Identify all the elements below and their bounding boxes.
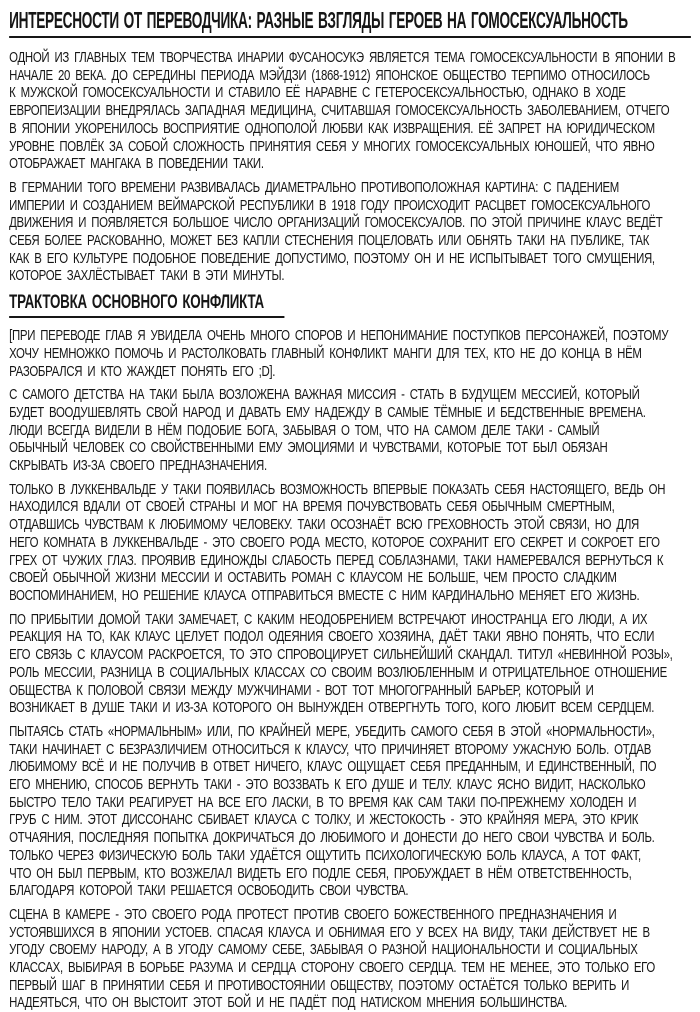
page-title: ИНТЕРЕСНОСТИ ОТ ПЕРЕВОДЧИКА: РАЗНЫЕ ВЗГЛЯДЫ ГЕРОЕВ НА ГОМОСЕКСУАЛЬНОСТЬ xyxy=(9,7,628,33)
text-line: РОЛЬ МЕССИИ, РАЗНИЦА В СОЦИАЛЬНЫХ КЛАССАХ СО СВОИМ ВОЗЛЮБЛЕННЫМ И ОТРИЦАТЕЛЬНОЕ ОТНОШЕНИЕ xyxy=(9,663,667,681)
text-line: КЛАССАХ, ВЫБИРАЯ В БОРЬБЕ РАЗУМА И СЕРДЦА СТОРОНУ СВОЕГО СЕРДЦА. ТЕМ НЕ МЕНЕЕ, ЭТО ТОЛЬКО ЕГО xyxy=(9,959,655,977)
text-line: ИМПЕРИИ И СОЗДАНИЕМ ВЕЙМАРСКОЙ РЕСПУБЛИКИ В 1918 ГОДУ ПРОИСХОДИТ РАСЦВЕТ ГОМОСЕКСУАЛЬНОГО xyxy=(9,196,651,214)
text-line: ВОСПОМИНАНИЕМ, НО РЕШЕНИЕ КЛАУСА ОТПРАВИТЬСЯ ВМЕСТЕ С НИМ КАРДИНАЛЬНО МЕНЯЕТ ЕГО ЖИЗНЬ. xyxy=(9,586,640,604)
section-heading xyxy=(9,291,691,318)
text-line: ТОЛЬКО В ЛУККЕНВАЛЬДЕ У ТАКИ ПОЯВИЛАСЬ ВОЗМОЖНОСТЬ ВПЕРВЫЕ ПОКАЗАТЬ СЕБЯ НАСТОЯЩЕГО, ВЕДЬ ОН xyxy=(9,480,666,498)
text-line: В ГЕРМАНИИ ТОГО ВРЕМЕНИ РАЗВИВАЛАСЬ ДИАМЕТРАЛЬНО ПРОТИВОПОЛОЖНАЯ КАРТИНА: С ПАДЕНИЕМ xyxy=(9,178,619,196)
text-line: [ПРИ ПЕРЕВОДЕ ГЛАВ Я УВИДЕЛА ОЧЕНЬ МНОГО СПОРОВ И НЕПОНИМАНИЕ ПОСТУПКОВ ПЕРСОНАЖЕЙ, ПОЭТОМУ xyxy=(9,327,669,345)
text-line: УРОВНЕ ПОВЛЁК ЗА СОБОЙ СЛОЖНОСТЬ ПРИНЯТИЯ СЕБЯ У МНОГИХ ГОМОСЕКСУАЛЬНЫХ ЮНОШЕЙ, ЧТО ЯВНО xyxy=(9,137,655,155)
text-line: КОТОРОЕ ЗАХЛЁСТЫВАЕТ ТАКИ В ЭТИ МИНУТЫ. xyxy=(9,267,285,285)
text-line: В ЯПОНИИ УКОРЕНИЛОСЬ ВОСПРИЯТИЕ ОДНОПОЛОЙ ЛЮБВИ КАК ИЗВРАЩЕНИЯ. ЕЁ ЗАПРЕТ НА ЮРИДИЧЕСКОМ xyxy=(9,119,655,137)
paragraph xyxy=(9,386,691,475)
text-line: НАЧАЛЕ 20 ВЕКА. ДО СЕРЕДИНЫ ПЕРИОДА МЭЙДЗИ (1868-1912) ЯПОНСКОЕ ОБЩЕСТВО ТЕРПИМО ОТНОСИЛОСЬ xyxy=(9,66,650,84)
paragraph xyxy=(9,327,691,380)
section xyxy=(9,291,691,1012)
text-line: СВОЕЙ ОБЫЧНОЙ ЖИЗНИ МЕССИИ И ОСТАВИТЬ РОМАН С КЛАУСОМ НЕ БОЛЬШЕ, ЧЕМ ПРОСТО СЛАДКИМ xyxy=(9,569,617,587)
text-line: ОБЫЧНЫЙ ЧЕЛОВЕК СО СВОЙСТВЕННЫМИ ЕМУ ЭМОЦИЯМИ И ЧУВСТВАМИ, КОТОРЫЕ ТОТ БЫЛ ОБЯЗАН xyxy=(9,439,608,457)
text-line: БЛАГОДАРЯ КОТОРОЙ ТАКИ РЕШАЕТСЯ ОСВОБОДИТЬ СВОИ ЧУВСТВА. xyxy=(9,882,409,900)
text-line: ПЕРВЫЙ ШАГ В ПРИНЯТИИ СЕБЯ И ПРОТИВОСТОЯНИИ ОБЩЕСТВУ, ПОЭТОМУ ОСТАЁТСЯ ТОЛЬКО ВЕРИТЬ И xyxy=(9,976,630,994)
text-line: НАХОДИЛСЯ ВДАЛИ ОТ СВОЕЙ СТРАНЫ И МОГ НА ВРЕМЯ ПОЧУВСТВОВАТЬ СЕБЯ ОБЫЧНЫМ СМЕРТНЫМ, xyxy=(9,498,615,516)
text-line: СЕБЯ БОЛЕЕ РАСКОВАННО, МОЖЕТ БЕЗ КАПЛИ СТЕСНЕНИЯ ПОЦЕЛОВАТЬ ИЛИ ОБНЯТЬ ТАКИ НА ПУБЛИКЕ, ТАК xyxy=(9,232,650,250)
text-line: ЕВРОПЕИЗАЦИИ ВНЕДРЯЛАСЬ ЗАПАДНАЯ МЕДИЦИНА, СЧИТАВШАЯ ГОМОСЕКСУАЛЬНОСТЬ ЗАБОЛЕВАНИЕМ, ОТЧЕГО xyxy=(9,102,670,120)
section xyxy=(9,49,691,285)
text-line: ОБЩЕСТВА К ПОЛОВОЙ СВЯЗИ МЕЖДУ МУЖЧИНАМИ - ВОТ ТОТ МНОГОГРАННЫЙ БАРЬЕР, КОТОРЫЙ И xyxy=(9,681,594,699)
text-line: ЧТО ОН БЫЛ ПЕРВЫМ, КТО ВОЗЖЕЛАЛ ВИДЕТЬ ЕГО ПОДЛЕ СЕБЯ, ПРОБУЖДАЕТ В НЁМ ОТВЕТСТВЕННОСТЬ, xyxy=(9,864,632,882)
text-line: ХОЧУ НЕМНОЖКО ПОМОЧЬ И РАСТОЛКОВАТЬ ГЛАВНЫЙ КОНФЛИКТ МАНГИ ДЛЯ ТЕХ, КТО НЕ ДО КОНЦА В НЁМ xyxy=(9,344,642,362)
text-line: ПЫТАЯСЬ СТАТЬ «НОРМАЛЬНЫМ» ИЛИ, ПО КРАЙНЕЙ МЕРЕ, УБЕДИТЬ САМОГО СЕБЯ В ЭТОЙ «НОРМАЛЬНОСТИ», xyxy=(9,722,655,740)
text-line: УСТОЯВШИХСЯ В ЯПОНИИ УСТОЕВ. СПАСАЯ КЛАУСА И ОБНИМАЯ ЕГО У ВСЕХ НА ВИДУ, ТАКИ ДЕЙСТВУЕТ НЕ В xyxy=(9,923,650,941)
document-body xyxy=(9,49,691,1012)
text-line: ОТДАВШИСЬ ЧУВСТВАМ К ЛЮБИМОМУ ЧЕЛОВЕКУ. ТАКИ ОСОЗНАЁТ ВСЮ ГРЕХОВНОСТЬ ЭТОЙ СВЯЗИ, НО ДЛЯ xyxy=(9,516,639,534)
text-line: ЕГО МНЕНИЮ, СПОСОБ ВЕРНУТЬ ТАКИ - ЭТО ВОЗЗВАТЬ К ЕГО ДУШЕ И ТЕЛУ. КЛАУС ЯСНО ВИДИТ, НАСКОЛЬКО xyxy=(9,776,646,794)
paragraph xyxy=(9,906,691,1012)
paragraph xyxy=(9,723,691,900)
paragraph xyxy=(9,179,691,285)
text-line: ПО ПРИБЫТИИ ДОМОЙ ТАКИ ЗАМЕЧАЕТ, С КАКИМ НЕОДОБРЕНИЕМ ВСТРЕЧАЮТ ИНОСТРАНЦА ЕГО ЛЮДИ, А ИХ xyxy=(9,610,648,628)
text-line: ГРУБ С НИМ. ЭТОТ ДИССОНАНС СБИВАЕТ КЛАУСА С ТОЛКУ, И ЖЕСТОКОСТЬ - ЭТО КРАЙНЯЯ МЕРА, ЭТО КРИК xyxy=(9,811,639,829)
text-line: ВОЗНИКАЕТ В ДУШЕ ТАКИ И ИЗ-ЗА КОТОРОГО ОН ВЫНУЖДЕН ОТВЕРГНУТЬ ТОГО, КОГО ЛЮБИТ ВСЕМ СЕРДЦЕМ. xyxy=(9,699,655,717)
text-line: К МУЖСКОЙ ГОМОСЕКСУАЛЬНОСТИ И СТАВИЛО ЕЁ НАРАВНЕ С ГЕТЕРОСЕКСУАЛЬНОСТЬЮ, ОДНАКО В ХОДЕ xyxy=(9,84,626,102)
text-line: УГОДУ СВОЕМУ НАРОДУ, А В УГОДУ САМОМУ СЕБЕ, ЗАБЫВАЯ О РАЗНОЙ НАЦИОНАЛЬНОСТИ И СОЦИАЛЬНЫХ xyxy=(9,941,638,959)
section-heading-text: ТРАКТОВКА ОСНОВНОГО КОНФЛИКТА xyxy=(9,291,284,318)
text-line: СЦЕНА В КАМЕРЕ - ЭТО СВОЕГО РОДА ПРОТЕСТ ПРОТИВ СВОЕГО БОЖЕСТВЕННОГО ПРЕДНАЗНАЧЕНИЯ И xyxy=(9,905,617,923)
text-line: ОДНОЙ ИЗ ГЛАВНЫХ ТЕМ ТВОРЧЕСТВА ИНАРИИ ФУСАНОСУКЭ ЯВЛЯЕТСЯ ТЕМА ГОМОСЕКСУАЛЬНОСТИ В ЯПОНИИ В xyxy=(9,49,676,66)
text-line: С САМОГО ДЕТСТВА НА ТАКИ БЫЛА ВОЗЛОЖЕНА ВАЖНАЯ МИССИЯ - СТАТЬ В БУДУЩЕМ МЕССИЕЙ, КОТОРЫЙ xyxy=(9,386,640,404)
text-line: ЛЮДИ ВСЕГДА ВИДЕЛИ В НЁМ ПОДОБИЕ БОГА, ЗАБЫВАЯ О ТОМ, ЧТО НА САМОМ ДЕЛЕ ТАКИ - САМЫЙ xyxy=(9,421,600,439)
paragraph xyxy=(9,611,691,717)
text-line: НАДЕЯТЬСЯ, ЧТО ОН ВЫСТОИТ ЭТОТ БОЙ И НЕ ПАДЁТ ПОД НАТИСКОМ МНЕНИЯ БОЛЬШИНСТВА. xyxy=(9,994,567,1012)
text-line: БЫСТРО ТЕЛО ТАКИ РЕАГИРУЕТ НА ВСЕ ЕГО ЛАСКИ, В ТО ВРЕМЯ КАК САМ ТАКИ ПО-ПРЕЖНЕМУ ХОЛОДЕН И xyxy=(9,793,637,811)
text-line: БУДЕТ ВООДУШЕВЛЯТЬ СВОЙ НАРОД И ДАВАТЬ ЕМУ НАДЕЖДУ В САМЫЕ ТЁМНЫЕ И БЕДСТВЕННЫЕ ВРЕМЕНА. xyxy=(9,403,646,421)
text-line: ДВИЖЕНИЯ И ПОЯВЛЯЕТСЯ БОЛЬШОЕ ЧИСЛО ОРГАНИЗАЦИЙ ГОМОСЕКСУАЛОВ. ПО ЭТОЙ ПРИЧИНЕ КЛАУС ВЕДЁТ xyxy=(9,214,663,232)
text-line: ОТОБРАЖАЕТ МАНГАКА В ПОВЕДЕНИИ ТАКИ. xyxy=(9,155,264,173)
text-line: ЕГО СВЯЗЬ С КЛАУСОМ РАСКРОЕТСЯ, ТО ЭТО СПРОВОЦИРУЕТ СИЛЬНЕЙШИЙ СКАНДАЛ. ТИТУЛ «НЕВИННОЙ РОЗЫ», xyxy=(9,646,673,664)
text-line: КАК В ЕГО КУЛЬТУРЕ ПОДОБНОЕ ПОВЕДЕНИЕ ДОПУСТИМО, ПОЭТОМУ ОН И НЕ ИСПЫТЫВАЕТ ТОГО СМУЩЕНИЯ, xyxy=(9,249,655,267)
text-line: СКРЫВАТЬ ИЗ-ЗА СВОЕГО ПРЕДНАЗНАЧЕНИЯ. xyxy=(9,457,267,475)
paragraph xyxy=(9,49,691,173)
paragraph xyxy=(9,481,691,605)
text-line: ОТЧАЯНИЯ, ПОСЛЕДНЯЯ ПОПЫТКА ДОКРИЧАТЬСЯ ДО ЛЮБИМОГО И ДОНЕСТИ ДО НЕГО СВОИ ЧУВСТВА И БОЛЬ. xyxy=(9,829,655,847)
text-line: ТОЛЬКО ЧЕРЕЗ ФИЗИЧЕСКУЮ БОЛЬ ТАКИ УДАЁТСЯ ОЩУТИТЬ ПСИХОЛОГИЧЕСКУЮ БОЛЬ КЛАУСА, А ТОТ ФАКТ, xyxy=(9,846,641,864)
text-line: ТАКИ НАЧИНАЕТ С БЕЗРАЗЛИЧИЕМ ОТНОСИТЬСЯ К КЛАУСУ, ЧТО ПРИЧИНЯЕТ ВТОРОМУ УЖАСНУЮ БОЛЬ. ОТДАВ xyxy=(9,740,652,758)
text-line: РАЗОБРАЛСЯ И КТО ЖАЖДЕТ ПОНЯТЬ ЕГО ;D]. xyxy=(9,362,276,380)
title-underline xyxy=(9,36,691,38)
text-line: РЕАКЦИЯ НА ТО, КАК КЛАУС ЦЕЛУЕТ ПОДОЛ ОДЕЯНИЯ СВОЕГО ХОЗЯИНА, ДАЁТ ТАКИ ЯВНО ПОНЯТЬ, ЧТО ЕСЛИ xyxy=(9,628,655,646)
text-line: НЕГО КОМНАТА В ЛУККЕНВАЛЬДЕ - ЭТО СВОЕГО РОДА МЕСТО, КОТОРОЕ СОХРАНИТ ЕГО СЕКРЕТ И СОКРОЕТ ЕГО xyxy=(9,533,660,551)
text-line: ЛЮБИМОМУ ВСЁ И НЕ ПОЛУЧИВ В ОТВЕТ НИЧЕГО, КЛАУС ОЩУЩАЕТ СЕБЯ ПРЕДАННЫМ, И ЕДИНСТВЕННЫЙ, ПО xyxy=(9,758,657,776)
text-line: ГРЕХ ОТ ЧУЖИХ ГЛАЗ. ПРОЯВИВ ЕДИНОЖДЫ СЛАБОСТЬ ПЕРЕД СОБЛАЗНАМИ, ТАКИ НАМЕРЕВАЛСЯ ВЕРНУТЬСЯ К xyxy=(9,551,664,569)
